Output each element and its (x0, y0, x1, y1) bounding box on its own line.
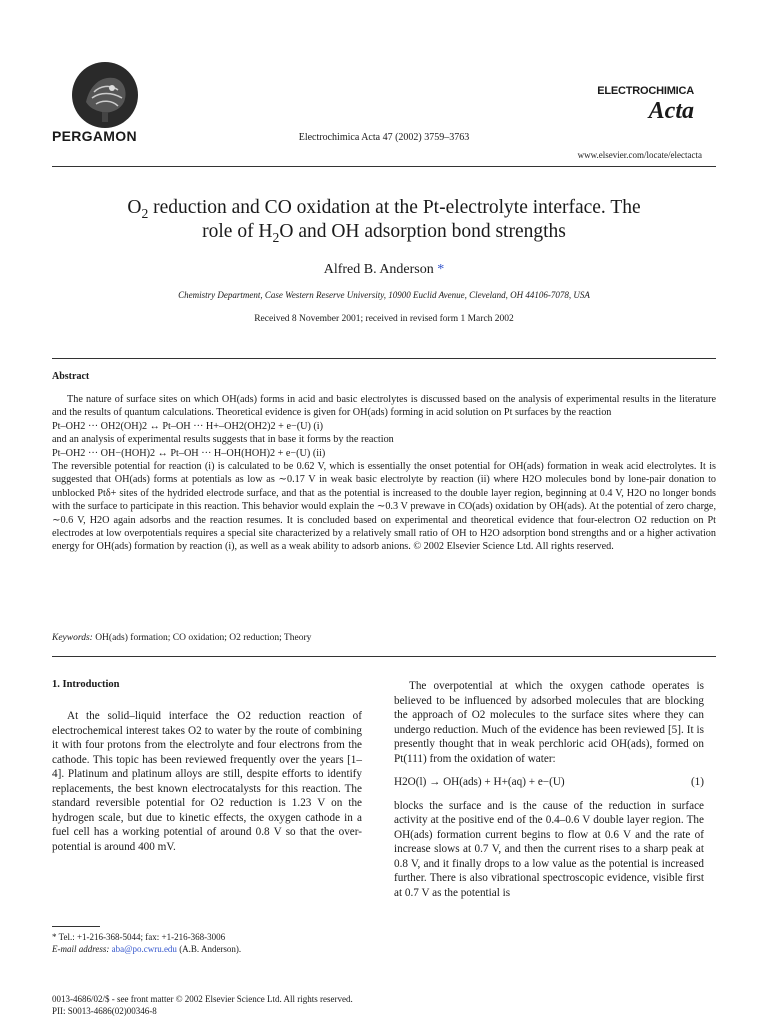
abstract-paragraph-3: The reversible potential for reaction (i) is calculated to be 0.62 V, which is essentially the onset potential for OH(ads) formation in weak acid electrolytes. It is suggested that OH(ads) forms at potentials as low as ∼0.17 V in weak basic electrolyte by reaction (ii) where H2O molecules bond by lone-pair donation to unblocked Ptδ+ sites of the hydrided electrode surface, and that as the potential is increased to the double layer region, beginning at 0.4 V, H2O no longer bonds with the surface to participate in this reaction. This behavior would explain the ∼0.3 V prewave in CO(ads) oxidation by OH(ads). At the potential of zero charge, ∼0.6 V, H2O again adsorbs and the reaction resumes. It is concluded based on experimental and theoretical evidence that four-electron O2 reduction on Pt electrodes at low overpotentials requires a special site characterized by a relatively small ratio of OH to H2O adsorption bond strengths and or a higher activation energy for OH(ads) formation by reaction (i), as well as a weak ability to adsorb anions. © 2002 Elsevier Science Ltd. All rights reserved. (52, 461, 716, 553)
header-divider (52, 166, 716, 167)
intro-right-column (394, 679, 704, 900)
section-heading-introduction: 1. Introduction (52, 679, 120, 690)
journal-brand-top: ELECTROCHIMICA (597, 85, 694, 97)
journal-brand-script: Acta (648, 98, 694, 124)
abstract-equation-2: Pt–OH2 ··· OH−(HOH)2 ↔ Pt–OH ··· H–OH(HOH)2 + e−(U) (ii) (52, 447, 326, 459)
equation-1-body: H2O(l) → OH(ads) + H+(aq) + e−(U) (394, 776, 565, 788)
intro-paragraph-2: The overpotential at which the oxygen cathode operates is believed to be influenced by adsorbed molecules that are blocking the approach of O2 molecules to the surface sites where they can undergo reduction. Much of the evidence has been reviewed [5]. It is presently thought that in weak perchloric acid OH(ads), formed on Pt(111) from the oxidation of water: (394, 680, 704, 765)
article-title (0, 196, 768, 244)
received-dates: Received 8 November 2001; received in revised form 1 March 2002 (254, 314, 514, 324)
email-suffix: (A.B. Anderson). (179, 944, 242, 954)
author-affiliation: Chemistry Department, Case Western Reserve University, 10900 Euclid Avenue, Cleveland, OH 44106-7078, USA (178, 290, 590, 300)
abstract-equation-1: Pt–OH2 ··· OH2(OH)2 ↔ Pt–OH ··· H+–OH2(OH2)2 + e−(U) (i) (52, 420, 324, 432)
abstract-top-divider (52, 358, 716, 359)
intro-paragraph-3: blocks the surface and is the cause of the reduction in surface activity at the positive end of the 0.4–0.6 V double layer region. The OH(ads) formation current begins to flow at 0.6 V and the rate of increase slows at 0.7 V, and then the current rises to a sharp peak at 0.8 V, and it finally drops to a low value as the potential is increased further. There is also vibrational spectroscopic evidence, visible first at 0.7 V as the potential is (394, 799, 704, 899)
author-footnote-mark[interactable]: * (437, 262, 445, 277)
author-name[interactable]: Alfred B. Anderson (323, 262, 434, 277)
keywords-line (52, 633, 311, 643)
abstract-heading: Abstract (52, 371, 90, 382)
intro-paragraph-1: At the solid–liquid interface the O2 reduction reaction of electrochemical interest takes O2 to water by the route of combining it with four protons from the electrolyte and four electrons from the cathode. This topic has been reviewed frequently over the years [1–4]. Platinum and platinum alloys are still, despite efforts to identify replacements, the best known electrocatalysts for this reaction. The standard reversible potential for O2 reduction is 1.23 V on the hydrogen scale, but due to kinetic effects, the oxygen cathode in a fuel cell has a working potential of around 0.8 V so that the over-potential is around 400 mV. (52, 710, 362, 853)
title-line-2: role of $H_2O$ and OH adsorption bond strengths (202, 221, 566, 245)
publisher-name: PERGAMON (52, 128, 137, 144)
copyright-line: 0013-4686/02/$ - see front matter © 2002 Elsevier Science Ltd. All rights reserved. (52, 994, 353, 1004)
intro-left-column (52, 709, 362, 854)
author-footnote (52, 931, 372, 955)
publisher-logo (72, 62, 138, 128)
email-link[interactable]: aba@po.cwru.edu (111, 944, 177, 954)
abstract-bottom-divider (52, 656, 716, 657)
journal-reference: Electrochimica Acta 47 (2002) 3759–3763 (298, 132, 470, 143)
footnote-rule (52, 926, 100, 927)
journal-url: www.elsevier.com/locate/electacta (577, 150, 702, 160)
copyright-footer (52, 993, 353, 1017)
footnote-contact: * Tel.: +1-216-368-5044; fax: +1-216-368-3006 (52, 932, 226, 942)
author-line (0, 262, 768, 278)
email-label: E-mail address: (52, 944, 110, 954)
title-line-1: $O_2$ reduction and CO oxidation at the Pt-electrolyte interface. The (127, 197, 641, 221)
abstract-paragraph-2: and an analysis of experimental results suggests that in base it forms by the reaction (52, 434, 394, 446)
equation-1-number: (1) (690, 776, 704, 788)
pii-line: PII: S0013-4686(02)00346-8 (52, 1006, 157, 1016)
tree-emblem-icon (72, 62, 138, 128)
abstract-body (52, 393, 716, 554)
footnote-email-line (52, 943, 372, 955)
abstract-paragraph-1: The nature of surface sites on which OH(ads) forms in acid and basic electrolytes is discussed based on the analysis of experimental results in the literature and the results of quantum calculations. Theoretical evidence is given for OH(ads) forming in acid solution on Pt surfaces by the reaction (52, 394, 716, 419)
keywords-list: OH(ads) formation; CO oxidation; O2 reduction; Theory (95, 633, 312, 643)
keywords-label: Keywords: (52, 633, 93, 643)
equation-1 (394, 775, 704, 790)
